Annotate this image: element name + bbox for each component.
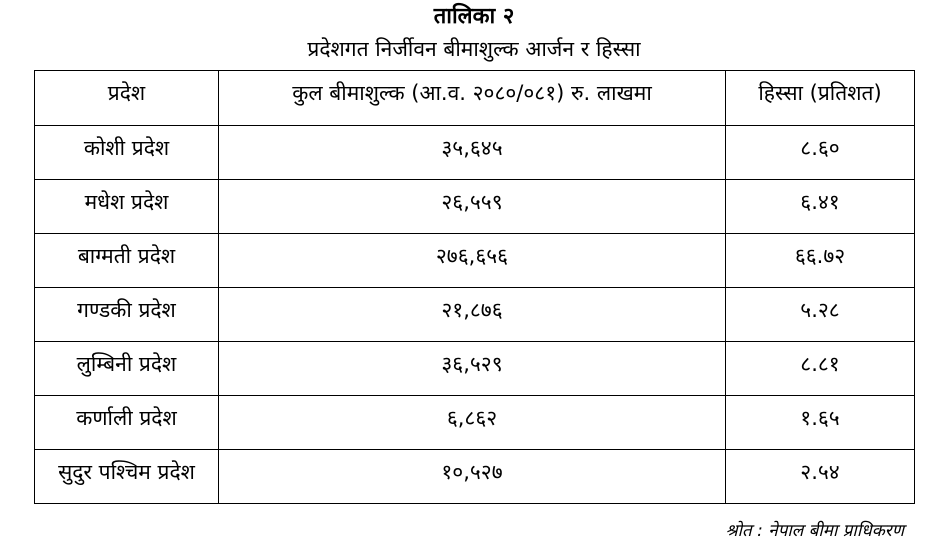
premium-cell: ३६,५२९ (219, 342, 726, 396)
share-cell: ५.२८ (726, 288, 915, 342)
table-row (35, 396, 915, 450)
premium-cell: ३५,६४५ (219, 126, 726, 180)
premium-cell: ६,८६२ (219, 396, 726, 450)
province-cell: गण्डकी प्रदेश (35, 288, 219, 342)
header-premium: कुल बीमाशुल्क (आ.व. २०८०/०८१) रु. लाखमा (219, 71, 726, 126)
province-cell: सुदुर पश्चिम प्रदेश (35, 450, 219, 504)
share-cell: १.६५ (726, 396, 915, 450)
table-row (35, 342, 915, 396)
premium-cell: २७६,६५६ (219, 234, 726, 288)
share-cell: ८.८१ (726, 342, 915, 396)
province-cell: कर्णाली प्रदेश (35, 396, 219, 450)
premium-table (34, 70, 915, 504)
header-province: प्रदेश (35, 71, 219, 126)
premium-cell: १०,५२७ (219, 450, 726, 504)
table-row (35, 180, 915, 234)
table-row (35, 126, 915, 180)
source-note: श्रोत : नेपाल बीमा प्राधिकरण (725, 521, 904, 541)
share-cell: ६६.७२ (726, 234, 915, 288)
province-cell: लुम्बिनी प्रदेश (35, 342, 219, 396)
share-cell: ८.६० (726, 126, 915, 180)
header-share: हिस्सा (प्रतिशत) (726, 71, 915, 126)
premium-cell: २१,८७६ (219, 288, 726, 342)
table-row (35, 234, 915, 288)
share-cell: २.५४ (726, 450, 915, 504)
premium-cell: २६,५५९ (219, 180, 726, 234)
table-header-row (35, 71, 915, 126)
share-cell: ६.४१ (726, 180, 915, 234)
table-row (35, 450, 915, 504)
province-cell: बाग्मती प्रदेश (35, 234, 219, 288)
province-cell: मधेश प्रदेश (35, 180, 219, 234)
province-cell: कोशी प्रदेश (35, 126, 219, 180)
table-subtitle: प्रदेशगत निर्जीवन बीमाशुल्क आर्जन र हिस्सा (307, 37, 641, 61)
table-title: तालिका २ (433, 4, 515, 29)
table-row (35, 288, 915, 342)
